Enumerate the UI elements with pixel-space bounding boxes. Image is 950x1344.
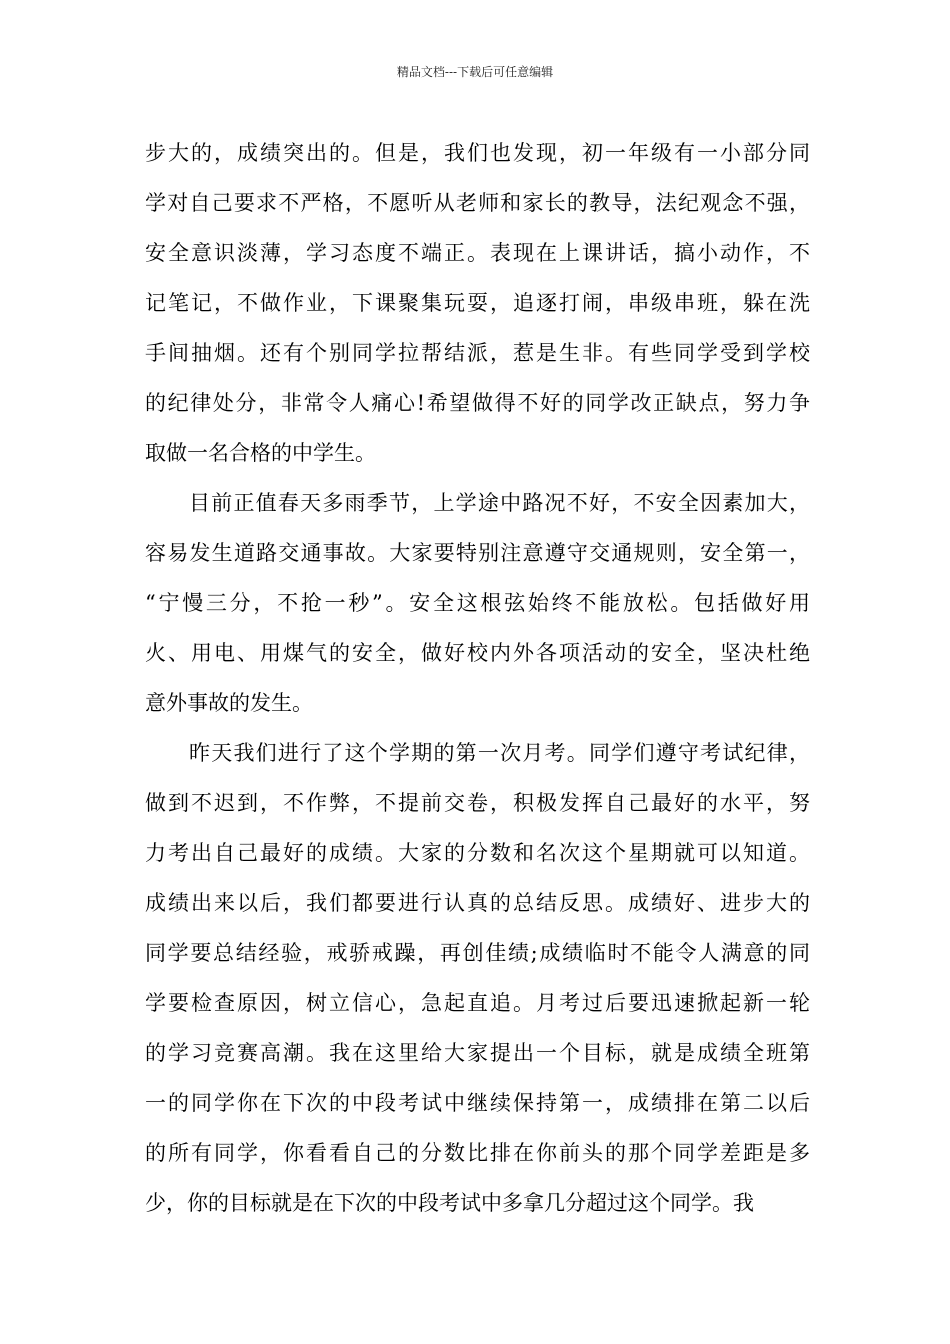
paragraph <box>145 478 810 728</box>
text-line: 学要检查原因，树立信心，急起直追。月考过后要迅速掀起新一轮 <box>145 991 810 1015</box>
text-line: 火、用电、用煤气的安全，做好校内外各项活动的安全，坚决杜绝 <box>145 641 810 665</box>
text-line: 步大的，成绩突出的。但是，我们也发现，初一年级有一小部分同 <box>145 141 810 165</box>
text-line: 学对自己要求不严格，不愿听从老师和家长的教导，法纪观念不强， <box>145 191 810 215</box>
text-line: “宁慢三分，不抢一秒”。安全这根弦始终不能放松。包括做好用 <box>145 591 810 615</box>
text-line: 同学要总结经验，戒骄戒躁，再创佳绩;成绩临时不能令人满意的同 <box>145 941 810 965</box>
text-line: 目前正值春天多雨季节，上学途中路况不好，不安全因素加大， <box>189 491 810 515</box>
text-line: 昨天我们进行了这个学期的第一次月考。同学们遵守考试纪律， <box>189 741 810 765</box>
text-line: 一的同学你在下次的中段考试中继续保持第一，成绩排在第二以后 <box>145 1091 810 1115</box>
text-line: 手间抽烟。还有个别同学拉帮结派，惹是生非。有些同学受到学校 <box>145 341 810 365</box>
text-line: 记笔记，不做作业，下课聚集玩耍，追逐打闹，串级串班，躲在洗 <box>145 291 810 315</box>
paragraph <box>145 728 810 1228</box>
text-line: 取做一名合格的中学生。 <box>145 441 376 465</box>
text-line: 少，你的目标就是在下次的中段考试中多拿几分超过这个同学。我 <box>145 1191 754 1215</box>
text-line: 安全意识淡薄，学习态度不端正。表现在上课讲话，搞小动作，不 <box>145 241 810 265</box>
text-line: 的纪律处分，非常令人痛心!希望做得不好的同学改正缺点，努力争 <box>145 391 810 415</box>
text-line: 做到不迟到，不作弊，不提前交卷，积极发挥自己最好的水平，努 <box>145 791 810 815</box>
text-line: 成绩出来以后，我们都要进行认真的总结反思。成绩好、进步大的 <box>145 891 810 915</box>
text-line: 意外事故的发生。 <box>145 691 313 715</box>
page-header: 精品文档---下载后可任意编辑 <box>396 65 554 79</box>
text-line: 力考出自己最好的成绩。大家的分数和名次这个星期就可以知道。 <box>145 841 810 865</box>
text-line: 容易发生道路交通事故。大家要特别注意遵守交通规则，安全第一， <box>145 541 810 565</box>
paragraph <box>145 128 810 478</box>
text-line: 的所有同学，你看看自己的分数比排在你前头的那个同学差距是多 <box>145 1141 810 1165</box>
text-line: 的学习竞赛高潮。我在这里给大家提出一个目标，就是成绩全班第 <box>145 1041 810 1065</box>
body-text <box>145 128 810 1228</box>
